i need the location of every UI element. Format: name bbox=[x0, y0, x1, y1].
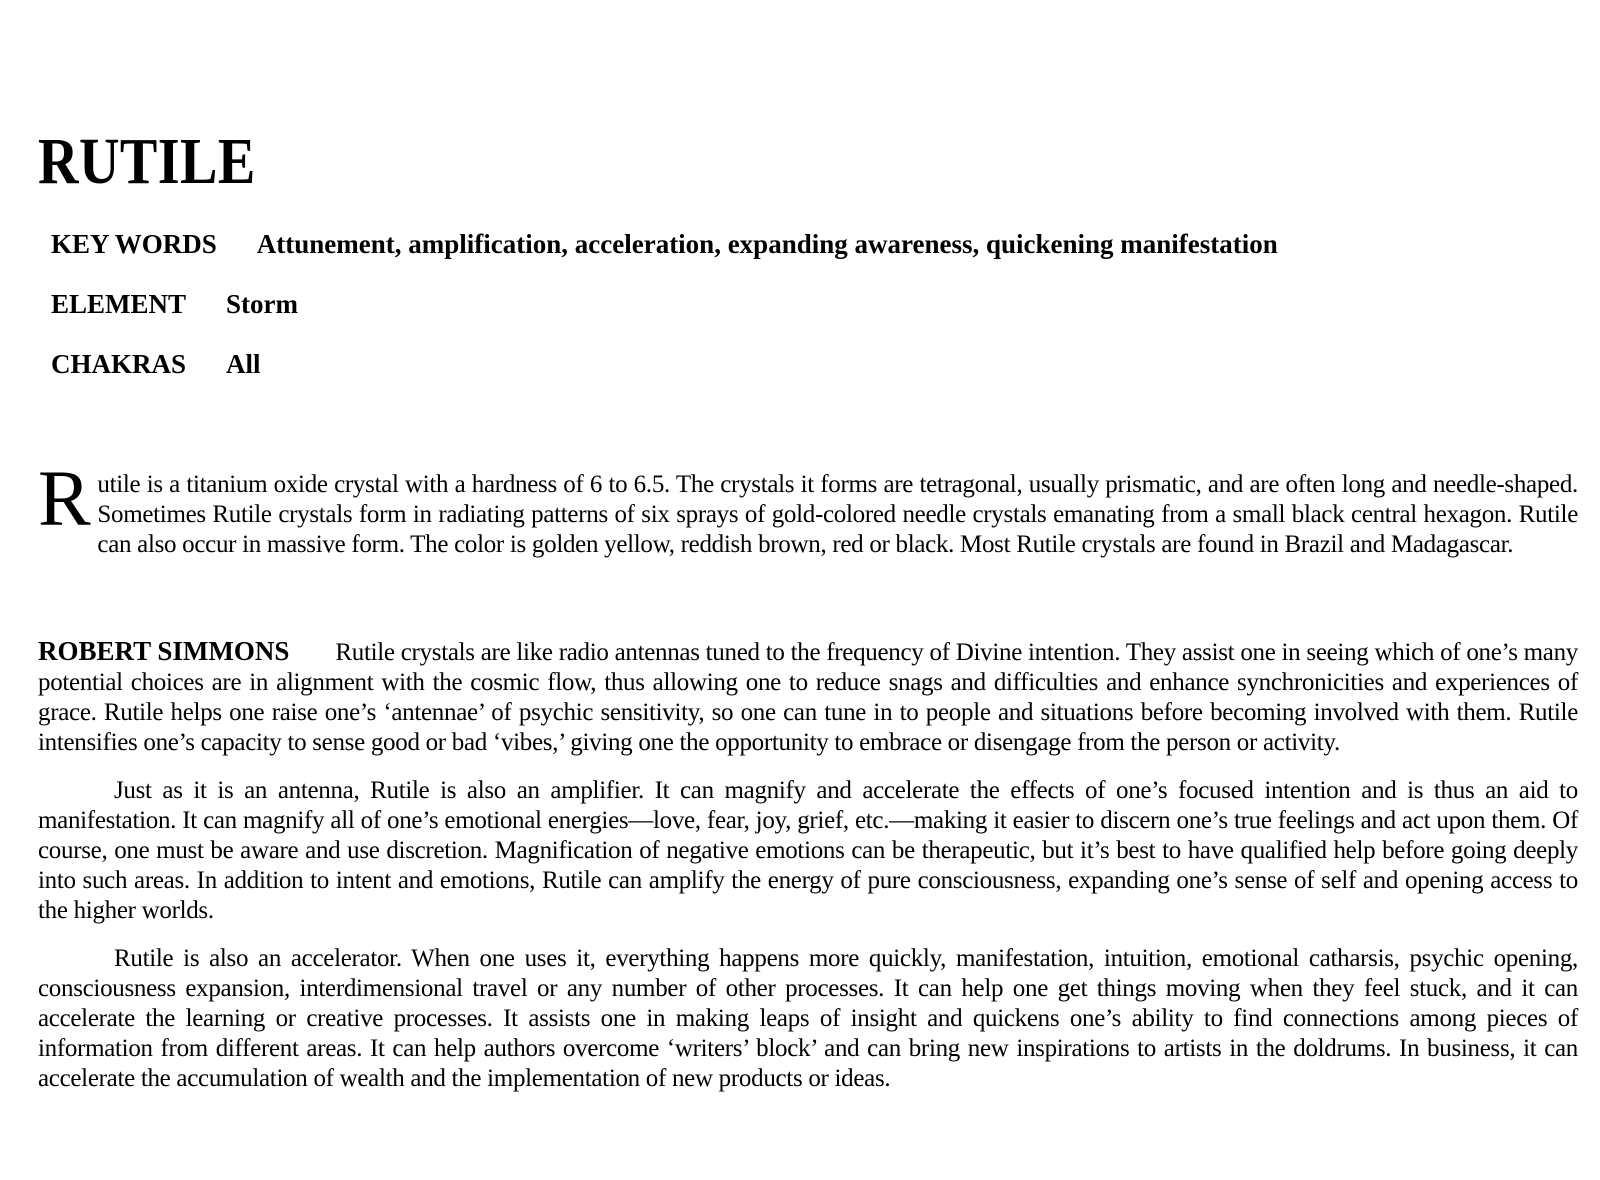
drop-cap: R bbox=[38, 456, 91, 543]
chakras-value: All bbox=[226, 349, 261, 379]
mineral-meta-block bbox=[38, 230, 1578, 378]
meta-row-chakras bbox=[51, 350, 1578, 378]
key-words-label: KEY WORDS bbox=[51, 229, 217, 259]
intro-paragraph bbox=[38, 456, 1578, 560]
simmons-paragraph-3: Rutile is also an accelerator. When one uses it, everything happens more quickly, manifestation, intuition, emotional catharsis, psychic opening, consciousness expansion, interdimensional travel or any number of other processes. It can help one get things moving when they feel stuck, and it can accelerate the learning or creative processes. It assists one in making leaps of insight and quickens one’s ability to find connections among pieces of information from different areas. It can help authors overcome ‘writers’ block’ and can bring new inspirations to artists in the doldrums. In business, it can accelerate the accumulation of wealth and the implementation of new products or ideas. bbox=[38, 945, 1578, 1092]
key-words-value: Attunement, amplification, acceleration, expanding awareness, quickening manifestation bbox=[256, 229, 1278, 259]
author-name-label: ROBERT SIMMONS bbox=[38, 636, 290, 666]
meta-row-key-words bbox=[51, 230, 1578, 258]
simmons-paragraph-1 bbox=[38, 636, 1578, 758]
simmons-paragraph-1-text: Rutile crystals are like radio antennas tuned to the frequency of Divine intention. They assist one in seeing which of one’s many potential choices are in alignment with the cosmic flow, thus allowing one to reduce snags and difficulties and enhance synchronicities and experiences of grace. Rutile helps one raise one’s ‘antennae’ of psychic sensitivity, so one can tune in to people and situations before becoming involved with them. Rutile intensifies one’s capacity to sense good or bad ‘vibes,’ giving one the opportunity to embrace or disengage from the person or activity. bbox=[38, 639, 1578, 756]
simmons-paragraph-2: Just as it is an antenna, Rutile is also an amplifier. It can magnify and accelerate the effects of one’s focused intention and is thus an aid to manifestation. It can magnify all of one’s emotional energies—love, fear, joy, grief, etc.—making it easier to discern one’s true feelings and act upon them. Of course, one must be aware and use discretion. Magnification of negative emotions can be therapeutic, but it’s best to have qualified help before going deeply into such areas. In addition to intent and emotions, Rutile can amplify the energy of pure consciousness, expanding one’s sense of self and opening access to the higher worlds. bbox=[38, 777, 1578, 924]
intro-text: utile is a titanium oxide crystal with a hardness of 6 to 6.5. The crystals it forms are tetragonal, usually prismatic, and are often long and needle-shaped. Sometimes Rutile crystals form in radiating patterns of six sprays of gold-colored needle crystals emanating from a small black central hexagon. Rutile can also occur in massive form. The color is golden yellow, reddish brown, red or black. Most Rutile crystals are found in Brazil and Madagascar. bbox=[97, 471, 1578, 558]
page-title: RUTILE bbox=[38, 125, 256, 198]
chakras-label: CHAKRAS bbox=[51, 349, 187, 379]
element-value: Storm bbox=[226, 289, 299, 319]
element-label: ELEMENT bbox=[51, 289, 187, 319]
meta-row-element bbox=[51, 290, 1578, 318]
